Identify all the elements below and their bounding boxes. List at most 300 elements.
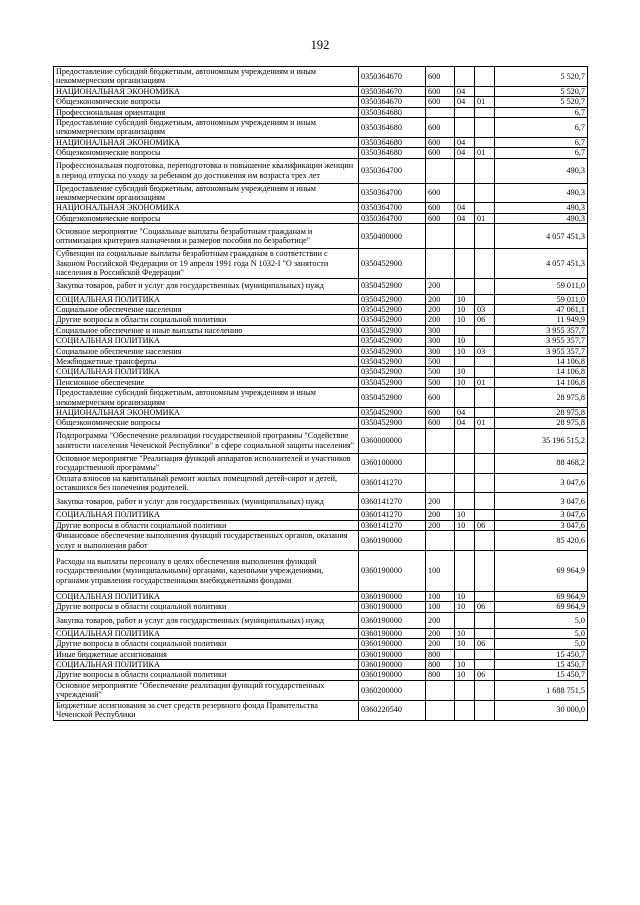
subsection-cell: 03 xyxy=(475,346,495,356)
expense-type-cell: 600 xyxy=(426,148,455,158)
subsection-cell xyxy=(475,278,495,294)
subsection-cell xyxy=(475,428,495,453)
target-article-cell: 0360220540 xyxy=(359,700,426,720)
subsection-cell xyxy=(475,592,495,602)
name-cell: Социальное обеспечение населения xyxy=(54,304,359,314)
subsection-cell xyxy=(475,86,495,96)
subsection-cell: 06 xyxy=(475,670,495,680)
section-cell: 10 xyxy=(455,660,475,670)
amount-cell: 14 106,8 xyxy=(495,377,588,387)
expense-type-cell xyxy=(426,680,455,700)
section-cell xyxy=(455,278,475,294)
target-article-cell: 0360190000 xyxy=(359,592,426,602)
amount-cell: 4 057 451,3 xyxy=(495,249,588,278)
table-row xyxy=(54,473,588,493)
table-row xyxy=(54,158,588,183)
name-cell: Другие вопросы в области социальной политики xyxy=(54,520,359,530)
expense-type-cell: 600 xyxy=(426,213,455,223)
table-row xyxy=(54,278,588,294)
target-article-cell: 0360141270 xyxy=(359,520,426,530)
target-article-cell: 0350452900 xyxy=(359,346,426,356)
table-row xyxy=(54,346,588,356)
section-cell xyxy=(455,551,475,592)
target-article-cell: 0350364680 xyxy=(359,148,426,158)
section-cell xyxy=(455,356,475,366)
subsection-cell xyxy=(475,249,495,278)
section-cell: 10 xyxy=(455,639,475,649)
section-cell xyxy=(455,612,475,628)
target-article-cell: 0350452900 xyxy=(359,325,426,335)
section-cell: 10 xyxy=(455,520,475,530)
name-cell: Общеэкономические вопросы xyxy=(54,148,359,158)
subsection-cell: 01 xyxy=(475,418,495,428)
expense-type-cell: 600 xyxy=(426,137,455,147)
amount-cell: 88 468,2 xyxy=(495,453,588,473)
subsection-cell xyxy=(475,107,495,117)
name-cell: СОЦИАЛЬНАЯ ПОЛИТИКА xyxy=(54,660,359,670)
name-cell: НАЦИОНАЛЬНАЯ ЭКОНОМИКА xyxy=(54,407,359,417)
subsection-cell xyxy=(475,407,495,417)
expense-type-cell: 500 xyxy=(426,377,455,387)
table-row xyxy=(54,148,588,158)
amount-cell: 59 011,0 xyxy=(495,278,588,294)
expense-type-cell: 800 xyxy=(426,649,455,659)
subsection-cell: 06 xyxy=(475,520,495,530)
amount-cell: 15 450,7 xyxy=(495,660,588,670)
name-cell: СОЦИАЛЬНАЯ ПОЛИТИКА xyxy=(54,510,359,520)
amount-cell: 6,7 xyxy=(495,137,588,147)
table-row xyxy=(54,336,588,346)
table-row xyxy=(54,183,588,203)
subsection-cell xyxy=(475,388,495,408)
section-cell: 10 xyxy=(455,670,475,680)
amount-cell: 6,7 xyxy=(495,107,588,117)
table-row xyxy=(54,388,588,408)
expense-type-cell: 200 xyxy=(426,628,455,638)
section-cell: 10 xyxy=(455,367,475,377)
target-article-cell: 0350364700 xyxy=(359,203,426,213)
target-article-cell: 0350452900 xyxy=(359,304,426,314)
subsection-cell xyxy=(475,493,495,510)
name-cell: Закупка товаров, работ и услуг для государственных (муниципальных) нужд xyxy=(54,493,359,510)
subsection-cell xyxy=(475,67,495,87)
table-row xyxy=(54,531,588,551)
target-article-cell: 0350452900 xyxy=(359,294,426,304)
table-row xyxy=(54,628,588,638)
target-article-cell: 0360100000 xyxy=(359,453,426,473)
target-article-cell: 0350364700 xyxy=(359,213,426,223)
amount-cell: 5 520,7 xyxy=(495,86,588,96)
amount-cell: 490,3 xyxy=(495,158,588,183)
expense-type-cell: 500 xyxy=(426,356,455,366)
name-cell: Другие вопросы в области социальной политики xyxy=(54,670,359,680)
target-article-cell: 0350452900 xyxy=(359,315,426,325)
table-row xyxy=(54,249,588,278)
section-cell xyxy=(455,531,475,551)
name-cell: Предоставление субсидий бюджетным, автономным учреждениям и иным некоммерческим организациям xyxy=(54,67,359,87)
expense-type-cell: 200 xyxy=(426,315,455,325)
subsection-cell xyxy=(475,336,495,346)
expense-type-cell: 600 xyxy=(426,67,455,87)
target-article-cell: 0360190000 xyxy=(359,649,426,659)
name-cell: Субвенции на социальные выплаты безработным гражданам в соответствии с Законом Российской Федерации от 19 апреля 1991 года N 1032-I "О занятости населения в Российской Федерации" xyxy=(54,249,359,278)
target-article-cell: 0350452900 xyxy=(359,367,426,377)
amount-cell: 30 000,0 xyxy=(495,700,588,720)
table-body xyxy=(54,67,588,721)
amount-cell: 5 520,7 xyxy=(495,67,588,87)
section-cell xyxy=(455,118,475,138)
section-cell xyxy=(455,493,475,510)
table-row xyxy=(54,304,588,314)
amount-cell: 5,0 xyxy=(495,628,588,638)
target-article-cell: 0350452900 xyxy=(359,336,426,346)
table-row xyxy=(54,213,588,223)
subsection-cell xyxy=(475,628,495,638)
target-article-cell: 0360141270 xyxy=(359,510,426,520)
target-article-cell: 0360141270 xyxy=(359,493,426,510)
subsection-cell xyxy=(475,700,495,720)
amount-cell: 4 057 451,3 xyxy=(495,224,588,249)
name-cell: Основное мероприятие "Социальные выплаты безработным гражданам и оптимизация критериев назначения и размеров пособия по безработице" xyxy=(54,224,359,249)
amount-cell: 5,0 xyxy=(495,612,588,628)
amount-cell: 1 688 751,5 xyxy=(495,680,588,700)
expense-type-cell: 300 xyxy=(426,325,455,335)
amount-cell: 3 047,6 xyxy=(495,493,588,510)
table-row xyxy=(54,649,588,659)
table-row xyxy=(54,325,588,335)
section-cell xyxy=(455,224,475,249)
target-article-cell: 0350452900 xyxy=(359,377,426,387)
table-row xyxy=(54,428,588,453)
name-cell: Финансовое обеспечение выполнения функций государственных органов, оказания услуг и выполнения работ xyxy=(54,531,359,551)
amount-cell: 490,3 xyxy=(495,203,588,213)
section-cell xyxy=(455,649,475,659)
table-row xyxy=(54,700,588,720)
amount-cell: 28 975,8 xyxy=(495,388,588,408)
name-cell: СОЦИАЛЬНАЯ ПОЛИТИКА xyxy=(54,294,359,304)
subsection-cell xyxy=(475,203,495,213)
subsection-cell xyxy=(475,510,495,520)
section-cell xyxy=(455,183,475,203)
amount-cell: 3 047,6 xyxy=(495,473,588,493)
name-cell: Другие вопросы в области социальной политики xyxy=(54,315,359,325)
name-cell: Закупка товаров, работ и услуг для государственных (муниципальных) нужд xyxy=(54,278,359,294)
expense-type-cell xyxy=(426,107,455,117)
section-cell: 10 xyxy=(455,294,475,304)
budget-table xyxy=(53,66,588,721)
expense-type-cell xyxy=(426,428,455,453)
subsection-cell: 01 xyxy=(475,377,495,387)
amount-cell: 5,0 xyxy=(495,639,588,649)
section-cell: 04 xyxy=(455,137,475,147)
expense-type-cell: 600 xyxy=(426,418,455,428)
expense-type-cell: 200 xyxy=(426,493,455,510)
section-cell: 10 xyxy=(455,602,475,612)
expense-type-cell: 200 xyxy=(426,639,455,649)
target-article-cell: 0350452900 xyxy=(359,418,426,428)
table-row xyxy=(54,137,588,147)
table-row xyxy=(54,680,588,700)
target-article-cell: 0360190000 xyxy=(359,639,426,649)
target-article-cell: 0360190000 xyxy=(359,612,426,628)
table-row xyxy=(54,510,588,520)
target-article-cell: 0350452900 xyxy=(359,407,426,417)
name-cell: Закупка товаров, работ и услуг для государственных (муниципальных) нужд xyxy=(54,612,359,628)
amount-cell: 47 061,1 xyxy=(495,304,588,314)
amount-cell: 28 975,8 xyxy=(495,407,588,417)
amount-cell: 6,7 xyxy=(495,148,588,158)
section-cell: 10 xyxy=(455,510,475,520)
table-row xyxy=(54,660,588,670)
name-cell: Другие вопросы в области социальной политики xyxy=(54,639,359,649)
table-row xyxy=(54,453,588,473)
table-row xyxy=(54,118,588,138)
name-cell: Подпрограмма "Обеспечение реализации государственной программы "Содействие занятости населения Чеченской Республики" в сфере социальной защиты населения" xyxy=(54,428,359,453)
amount-cell: 490,3 xyxy=(495,183,588,203)
expense-type-cell: 600 xyxy=(426,203,455,213)
target-article-cell: 0360190000 xyxy=(359,670,426,680)
amount-cell: 6,7 xyxy=(495,118,588,138)
section-cell xyxy=(455,107,475,117)
section-cell: 04 xyxy=(455,213,475,223)
section-cell xyxy=(455,249,475,278)
expense-type-cell: 600 xyxy=(426,97,455,107)
expense-type-cell: 800 xyxy=(426,670,455,680)
expense-type-cell: 200 xyxy=(426,304,455,314)
expense-type-cell: 600 xyxy=(426,118,455,138)
subsection-cell xyxy=(475,325,495,335)
table-row xyxy=(54,67,588,87)
name-cell: СОЦИАЛЬНАЯ ПОЛИТИКА xyxy=(54,592,359,602)
target-article-cell: 0350364670 xyxy=(359,67,426,87)
section-cell xyxy=(455,428,475,453)
table-row xyxy=(54,294,588,304)
expense-type-cell xyxy=(426,224,455,249)
subsection-cell: 01 xyxy=(475,97,495,107)
name-cell: Расходы на выплаты персоналу в целях обеспечения выполнения функций государственными (муниципальными) органами, казенными учреждениями, органами управления государственными внебюджетными фондами xyxy=(54,551,359,592)
page-number: 192 xyxy=(310,38,330,52)
section-cell: 10 xyxy=(455,304,475,314)
subsection-cell xyxy=(475,137,495,147)
subsection-cell xyxy=(475,551,495,592)
name-cell: Основное мероприятие "Обеспечение реализации функций государственных учреждений" xyxy=(54,680,359,700)
amount-cell: 14 106,8 xyxy=(495,367,588,377)
name-cell: Профессиональная подготовка, переподготовка и повышение квалификации женщин в период отпуска по уходу за ребенком до достижения им возраста трех лет xyxy=(54,158,359,183)
table-row xyxy=(54,639,588,649)
subsection-cell xyxy=(475,660,495,670)
subsection-cell xyxy=(475,531,495,551)
name-cell: Предоставление субсидий бюджетным, автономным учреждениям и иным некоммерческим организациям xyxy=(54,118,359,138)
expense-type-cell: 100 xyxy=(426,602,455,612)
amount-cell: 69 964,9 xyxy=(495,551,588,592)
name-cell: СОЦИАЛЬНАЯ ПОЛИТИКА xyxy=(54,367,359,377)
section-cell xyxy=(455,325,475,335)
name-cell: Пенсионное обеспечение xyxy=(54,377,359,387)
subsection-cell xyxy=(475,224,495,249)
table-row xyxy=(54,418,588,428)
target-article-cell: 0350452900 xyxy=(359,356,426,366)
expense-type-cell: 800 xyxy=(426,660,455,670)
subsection-cell: 01 xyxy=(475,148,495,158)
subsection-cell: 03 xyxy=(475,304,495,314)
target-article-cell: 0350400000 xyxy=(359,224,426,249)
amount-cell: 3 955 357,7 xyxy=(495,346,588,356)
section-cell xyxy=(455,700,475,720)
subsection-cell xyxy=(475,183,495,203)
table-row xyxy=(54,670,588,680)
table-row xyxy=(54,224,588,249)
target-article-cell: 0350364700 xyxy=(359,158,426,183)
section-cell xyxy=(455,158,475,183)
table-row xyxy=(54,493,588,510)
expense-type-cell: 300 xyxy=(426,346,455,356)
amount-cell: 3 047,6 xyxy=(495,510,588,520)
subsection-cell: 01 xyxy=(475,213,495,223)
section-cell: 10 xyxy=(455,336,475,346)
expense-type-cell xyxy=(426,473,455,493)
name-cell: Основное мероприятие "Реализация функций аппаратов исполнителей и участников государственной программы" xyxy=(54,453,359,473)
name-cell: Оплата взносов на капитальный ремонт жилых помещений детей-сирот и детей, оставшихся без попечения родителей. xyxy=(54,473,359,493)
expense-type-cell: 500 xyxy=(426,367,455,377)
target-article-cell: 0350364680 xyxy=(359,118,426,138)
amount-cell: 3 047,6 xyxy=(495,520,588,530)
table-row xyxy=(54,97,588,107)
amount-cell: 69 964,9 xyxy=(495,602,588,612)
amount-cell: 14 106,8 xyxy=(495,356,588,366)
expense-type-cell xyxy=(426,158,455,183)
subsection-cell xyxy=(475,473,495,493)
expense-type-cell xyxy=(426,531,455,551)
table-row xyxy=(54,520,588,530)
subsection-cell xyxy=(475,367,495,377)
expense-type-cell: 200 xyxy=(426,510,455,520)
amount-cell: 69 964,9 xyxy=(495,592,588,602)
name-cell: Профессиональная ориентация xyxy=(54,107,359,117)
amount-cell: 15 450,7 xyxy=(495,670,588,680)
expense-type-cell: 300 xyxy=(426,336,455,346)
section-cell: 04 xyxy=(455,407,475,417)
subsection-cell xyxy=(475,612,495,628)
subsection-cell: 06 xyxy=(475,602,495,612)
target-article-cell: 0360190000 xyxy=(359,602,426,612)
subsection-cell xyxy=(475,453,495,473)
name-cell: НАЦИОНАЛЬНАЯ ЭКОНОМИКА xyxy=(54,86,359,96)
expense-type-cell: 100 xyxy=(426,551,455,592)
expense-type-cell: 600 xyxy=(426,407,455,417)
expense-type-cell: 600 xyxy=(426,86,455,96)
expense-type-cell: 200 xyxy=(426,278,455,294)
amount-cell: 3 955 357,7 xyxy=(495,336,588,346)
section-cell xyxy=(455,67,475,87)
name-cell: Социальное обеспечение и иные выплаты населению xyxy=(54,325,359,335)
amount-cell: 3 955 357,7 xyxy=(495,325,588,335)
subsection-cell xyxy=(475,294,495,304)
amount-cell: 35 196 515,2 xyxy=(495,428,588,453)
subsection-cell xyxy=(475,158,495,183)
target-article-cell: 0360141270 xyxy=(359,473,426,493)
table-row xyxy=(54,407,588,417)
section-cell: 04 xyxy=(455,418,475,428)
expense-type-cell xyxy=(426,453,455,473)
target-article-cell: 0360000000 xyxy=(359,428,426,453)
target-article-cell: 0350364700 xyxy=(359,183,426,203)
name-cell: Социальное обеспечение населения xyxy=(54,346,359,356)
amount-cell: 11 949,9 xyxy=(495,315,588,325)
name-cell: НАЦИОНАЛЬНАЯ ЭКОНОМИКА xyxy=(54,203,359,213)
section-cell: 04 xyxy=(455,86,475,96)
name-cell: НАЦИОНАЛЬНАЯ ЭКОНОМИКА xyxy=(54,137,359,147)
section-cell xyxy=(455,388,475,408)
target-article-cell: 0360190000 xyxy=(359,628,426,638)
name-cell: Межбюджетные трансферты xyxy=(54,356,359,366)
table-row xyxy=(54,203,588,213)
table-row xyxy=(54,551,588,592)
table-row xyxy=(54,86,588,96)
amount-cell: 28 975,8 xyxy=(495,418,588,428)
amount-cell: 490,3 xyxy=(495,213,588,223)
name-cell: Общеэкономические вопросы xyxy=(54,213,359,223)
expense-type-cell: 200 xyxy=(426,294,455,304)
name-cell: Иные бюджетные ассигнования xyxy=(54,649,359,659)
expense-type-cell xyxy=(426,700,455,720)
table-row xyxy=(54,377,588,387)
expense-type-cell: 600 xyxy=(426,183,455,203)
expense-type-cell: 600 xyxy=(426,388,455,408)
target-article-cell: 0360200000 xyxy=(359,680,426,700)
name-cell: Другие вопросы в области социальной политики xyxy=(54,602,359,612)
section-cell: 10 xyxy=(455,628,475,638)
target-article-cell: 0350452900 xyxy=(359,249,426,278)
name-cell: Предоставление субсидий бюджетным, автономным учреждениям и иным некоммерческим организациям xyxy=(54,388,359,408)
name-cell: Общеэкономические вопросы xyxy=(54,97,359,107)
amount-cell: 15 450,7 xyxy=(495,649,588,659)
expense-type-cell: 200 xyxy=(426,520,455,530)
subsection-cell: 06 xyxy=(475,315,495,325)
name-cell: Предоставление субсидий бюджетным, автономным учреждениям и иным некоммерческим организациям xyxy=(54,183,359,203)
section-cell: 10 xyxy=(455,592,475,602)
expense-type-cell: 200 xyxy=(426,612,455,628)
name-cell: Общеэкономические вопросы xyxy=(54,418,359,428)
amount-cell: 85 420,6 xyxy=(495,531,588,551)
target-article-cell: 0350452900 xyxy=(359,278,426,294)
target-article-cell: 0350364670 xyxy=(359,86,426,96)
subsection-cell xyxy=(475,356,495,366)
section-cell: 10 xyxy=(455,315,475,325)
section-cell: 04 xyxy=(455,203,475,213)
name-cell: СОЦИАЛЬНАЯ ПОЛИТИКА xyxy=(54,336,359,346)
section-cell: 10 xyxy=(455,377,475,387)
table-row xyxy=(54,592,588,602)
target-article-cell: 0360190000 xyxy=(359,660,426,670)
subsection-cell xyxy=(475,118,495,138)
table-row xyxy=(54,367,588,377)
section-cell xyxy=(455,473,475,493)
target-article-cell: 0360190000 xyxy=(359,551,426,592)
target-article-cell: 0350364680 xyxy=(359,107,426,117)
amount-cell: 5 520,7 xyxy=(495,97,588,107)
table-row xyxy=(54,602,588,612)
subsection-cell xyxy=(475,680,495,700)
target-article-cell: 0350452900 xyxy=(359,388,426,408)
subsection-cell xyxy=(475,649,495,659)
section-cell: 10 xyxy=(455,346,475,356)
expense-type-cell: 100 xyxy=(426,592,455,602)
section-cell: 04 xyxy=(455,148,475,158)
name-cell: Бюджетные ассигнования за счет средств резервного фонда Правительства Чеченской Республики xyxy=(54,700,359,720)
table-row xyxy=(54,356,588,366)
section-cell xyxy=(455,453,475,473)
section-cell: 04 xyxy=(455,97,475,107)
